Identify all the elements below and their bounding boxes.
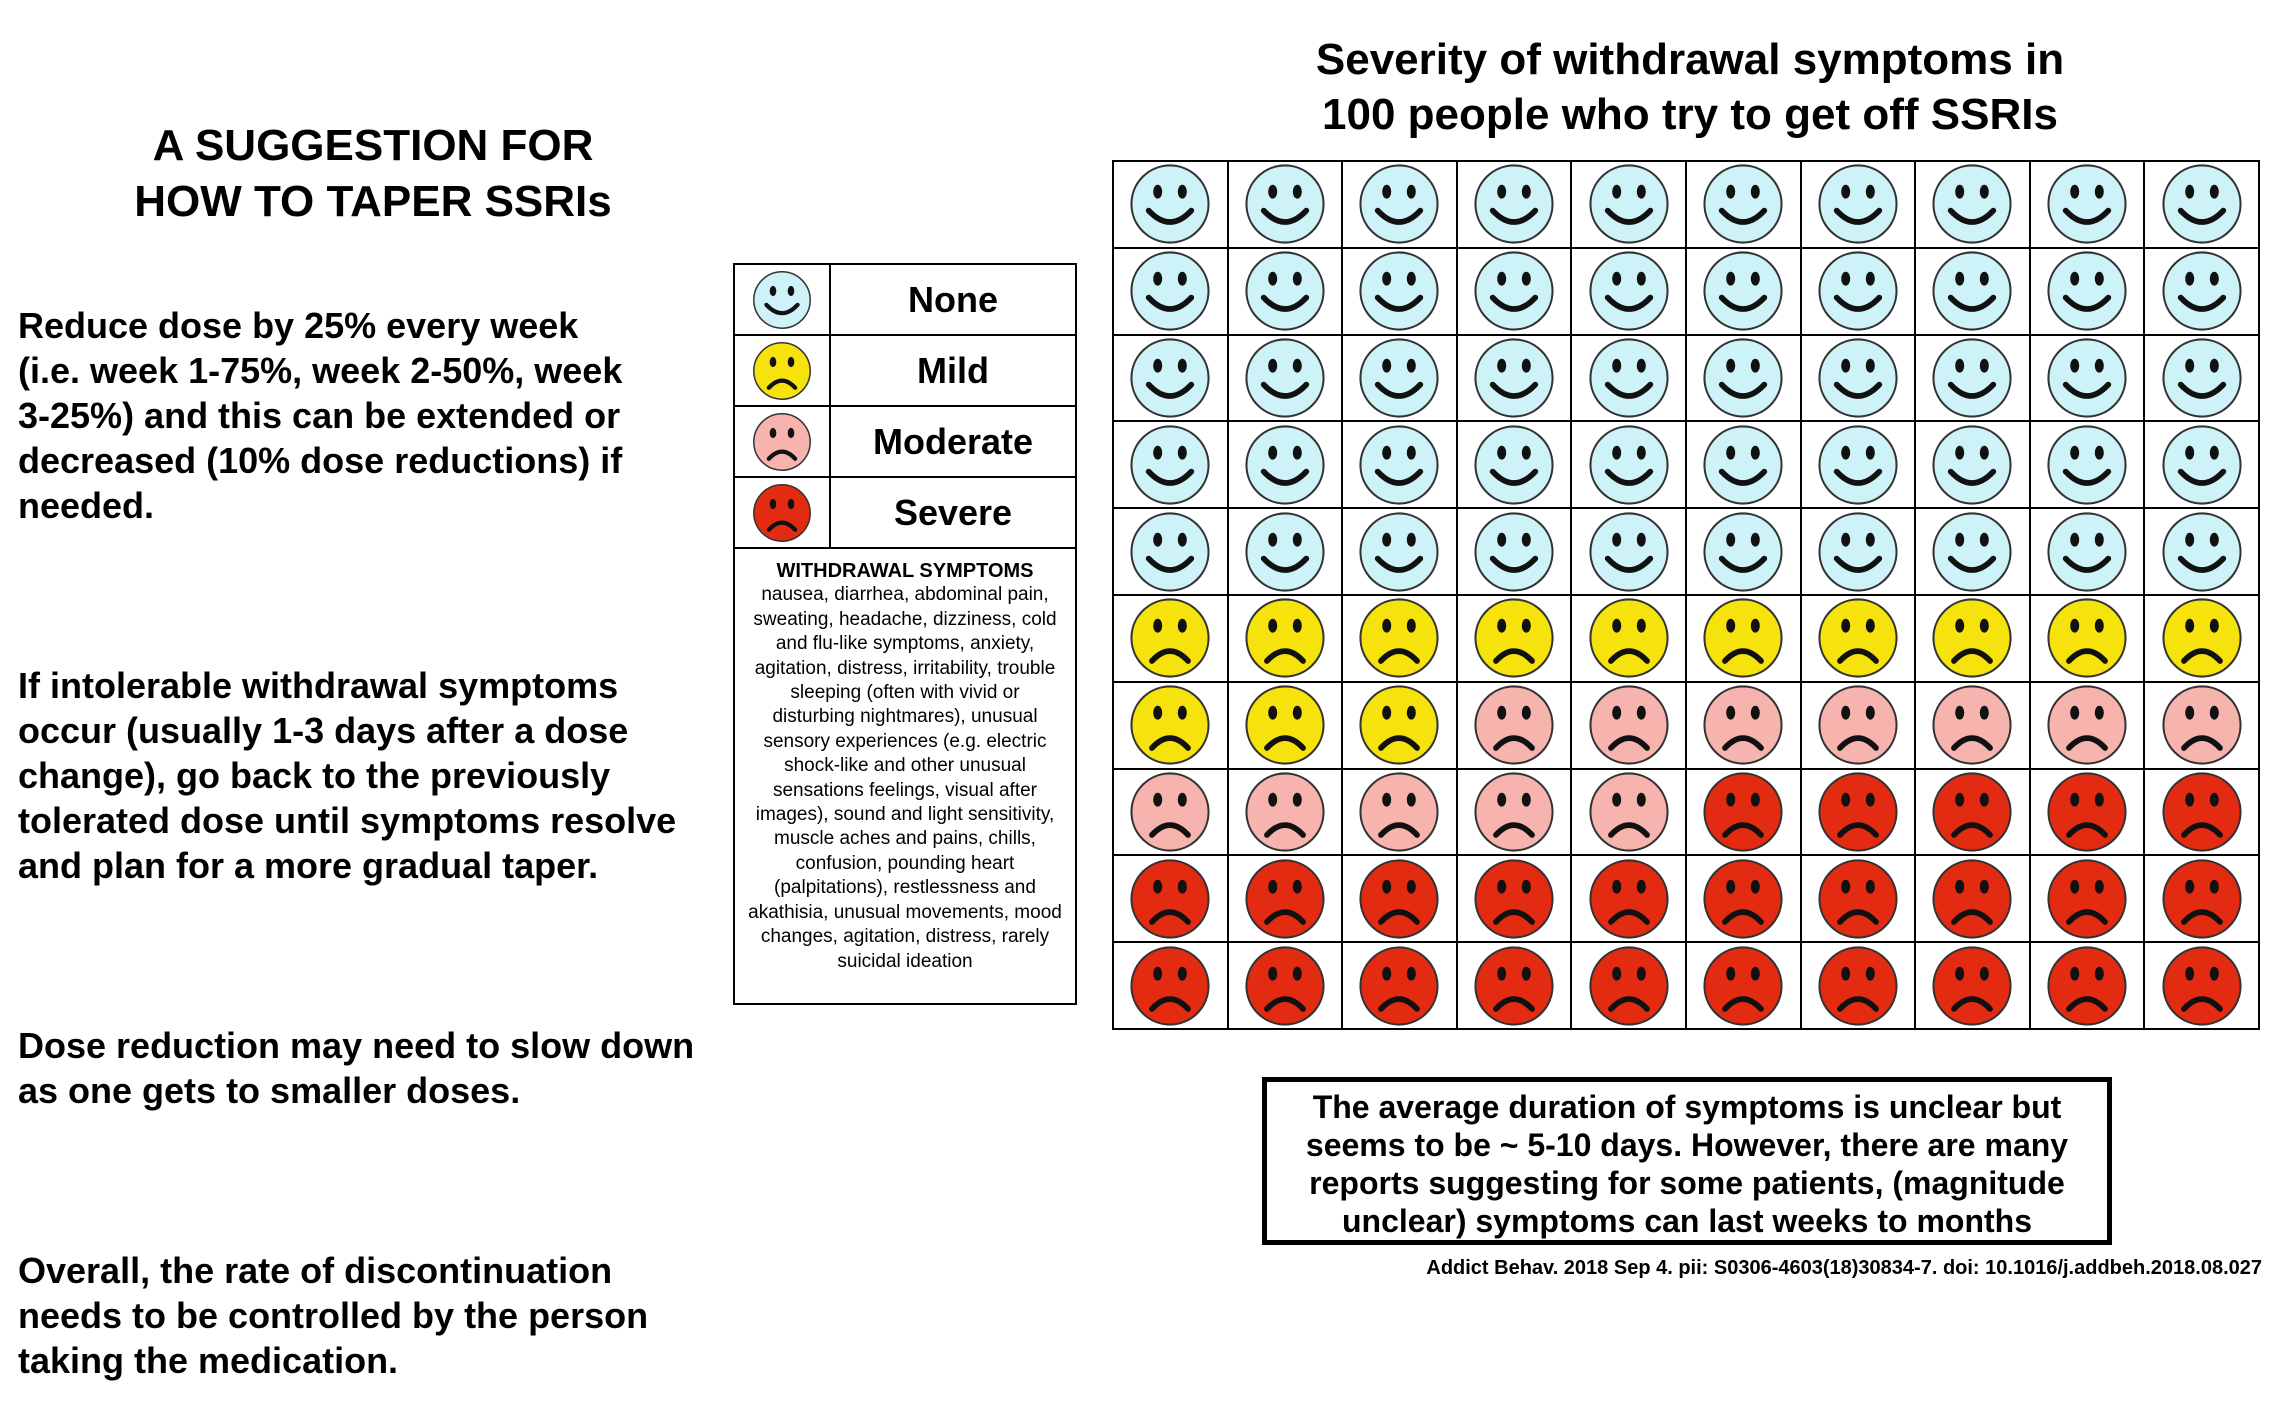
- smile-icon: [1129, 337, 1211, 419]
- frown-icon: [1702, 771, 1784, 853]
- grid-cell: [2031, 249, 2146, 336]
- grid-cell: [1687, 770, 1802, 857]
- grid-cell: [1114, 336, 1229, 423]
- grid-cell: [2031, 943, 2146, 1030]
- frown-icon: [1244, 858, 1326, 940]
- grid-cell: [1114, 162, 1229, 249]
- frown-icon: [2046, 771, 2128, 853]
- frown-icon: [1817, 597, 1899, 679]
- smile-icon: [1702, 337, 1784, 419]
- frown-icon: [1129, 684, 1211, 766]
- grid-cell: [1802, 856, 1917, 943]
- grid-cell: [1229, 596, 1344, 683]
- frown-icon: [1931, 684, 2013, 766]
- grid-cell: [1458, 770, 1573, 857]
- grid-cell: [1687, 856, 1802, 943]
- grid-cell: [1916, 596, 2031, 683]
- frown-icon: [1817, 684, 1899, 766]
- instruction-paragraph: Dose reduction may need to slow down as one gets to smaller doses.: [18, 1025, 695, 1111]
- grid-cell: [1687, 596, 1802, 683]
- grid-cell: [1458, 336, 1573, 423]
- smile-icon: [2161, 337, 2243, 419]
- smile-icon: [1129, 250, 1211, 332]
- frown-icon: [1129, 858, 1211, 940]
- grid-cell: [1802, 770, 1917, 857]
- smile-icon: [2161, 163, 2243, 245]
- grid-cell: [2031, 509, 2146, 596]
- legend-row-severe: [735, 478, 1075, 549]
- smile-icon: [1358, 163, 1440, 245]
- frown-icon: [1244, 684, 1326, 766]
- smile-icon: [1244, 163, 1326, 245]
- grid-cell: [1114, 249, 1229, 336]
- frown-icon: [1702, 945, 1784, 1027]
- smile-icon: [1931, 163, 2013, 245]
- legend-label: Moderate: [872, 420, 1034, 462]
- grid-cell: [1458, 422, 1573, 509]
- grid-cell: [1343, 336, 1458, 423]
- grid-cell: [2145, 422, 2260, 509]
- severity-legend: [733, 263, 1077, 1005]
- grid-cell: [1114, 509, 1229, 596]
- grid-cell: [1802, 422, 1917, 509]
- grid-cell: [2031, 770, 2146, 857]
- grid-cell: [1687, 683, 1802, 770]
- smile-icon: [2161, 250, 2243, 332]
- smile-icon: [1473, 337, 1555, 419]
- grid-cell: [1458, 249, 1573, 336]
- smile-icon: [1931, 511, 2013, 593]
- smile-icon: [1244, 511, 1326, 593]
- frown-icon: [1931, 945, 2013, 1027]
- grid-cell: [1916, 943, 2031, 1030]
- smile-icon: [1588, 511, 1670, 593]
- smile-icon: [752, 270, 812, 330]
- smile-icon: [1702, 424, 1784, 506]
- grid-cell: [1229, 683, 1344, 770]
- smile-icon: [1817, 163, 1899, 245]
- legend-label: Severe: [893, 491, 1013, 533]
- grid-cell: [1229, 249, 1344, 336]
- grid-cell: [1687, 943, 1802, 1030]
- frown-icon: [1588, 945, 1670, 1027]
- smile-icon: [1817, 337, 1899, 419]
- frown-icon: [1588, 597, 1670, 679]
- grid-cell: [1572, 336, 1687, 423]
- grid-cell: [2031, 856, 2146, 943]
- frown-icon: [2161, 945, 2243, 1027]
- smile-icon: [2161, 424, 2243, 506]
- frown-icon: [1702, 684, 1784, 766]
- frown-icon: [1473, 597, 1555, 679]
- grid-cell: [2145, 770, 2260, 857]
- frown-icon: [1473, 771, 1555, 853]
- smile-icon: [1473, 250, 1555, 332]
- grid-cell: [2145, 943, 2260, 1030]
- frown-icon: [2161, 858, 2243, 940]
- frown-icon: [752, 483, 812, 543]
- icon-array-grid: [1112, 160, 2260, 1030]
- frown-icon: [1129, 945, 1211, 1027]
- frown-icon: [2161, 771, 2243, 853]
- grid-cell: [1114, 943, 1229, 1030]
- frown-icon: [1588, 858, 1670, 940]
- smile-icon: [1244, 250, 1326, 332]
- grid-cell: [1916, 162, 2031, 249]
- grid-cell: [1802, 336, 1917, 423]
- grid-cell: [1343, 770, 1458, 857]
- grid-cell: [1343, 856, 1458, 943]
- grid-cell: [1802, 596, 1917, 683]
- frown-icon: [1817, 945, 1899, 1027]
- grid-cell: [2145, 683, 2260, 770]
- smile-icon: [1244, 337, 1326, 419]
- grid-cell: [1229, 509, 1344, 596]
- smile-icon: [1817, 250, 1899, 332]
- grid-cell: [1802, 509, 1917, 596]
- grid-cell: [1916, 856, 2031, 943]
- frown-icon: [1588, 771, 1670, 853]
- grid-cell: [2145, 249, 2260, 336]
- grid-cell: [1802, 249, 1917, 336]
- citation: Addict Behav. 2018 Sep 4. pii: S0306-4603(18)30834-7. doi: 10.1016/j.addbeh.2018.08.027: [1426, 1257, 2262, 1279]
- grid-cell: [1916, 509, 2031, 596]
- grid-cell: [1916, 683, 2031, 770]
- grid-cell: [1458, 509, 1573, 596]
- grid-cell: [1343, 249, 1458, 336]
- frown-icon: [1129, 771, 1211, 853]
- frown-icon: [1244, 945, 1326, 1027]
- grid-cell: [1572, 683, 1687, 770]
- grid-cell: [1229, 770, 1344, 857]
- smile-icon: [1702, 163, 1784, 245]
- grid-cell: [1343, 162, 1458, 249]
- withdrawal-symptoms-box: [735, 549, 1075, 974]
- smile-icon: [2046, 250, 2128, 332]
- frown-icon: [1244, 771, 1326, 853]
- grid-cell: [1458, 943, 1573, 1030]
- legend-icon-cell: [735, 478, 831, 547]
- grid-cell: [1687, 422, 1802, 509]
- grid-cell: [1572, 422, 1687, 509]
- grid-cell: [1458, 162, 1573, 249]
- grid-cell: [1343, 683, 1458, 770]
- smile-icon: [1702, 250, 1784, 332]
- smile-icon: [1931, 337, 2013, 419]
- taper-suggestion-title: A SUGGESTION FOR HOW TO TAPER SSRIs: [134, 121, 612, 226]
- grid-cell: [1916, 770, 2031, 857]
- grid-cell: [2031, 336, 2146, 423]
- grid-cell: [2145, 856, 2260, 943]
- frown-icon: [1702, 597, 1784, 679]
- legend-label: Mild: [917, 349, 989, 391]
- grid-cell: [1114, 770, 1229, 857]
- grid-cell: [1458, 856, 1573, 943]
- smile-icon: [1129, 511, 1211, 593]
- grid-cell: [1802, 162, 1917, 249]
- grid-cell: [1687, 162, 1802, 249]
- grid-cell: [1687, 509, 1802, 596]
- grid-cell: [1229, 856, 1344, 943]
- grid-cell: [1687, 249, 1802, 336]
- frown-icon: [2046, 945, 2128, 1027]
- grid-cell: [1229, 162, 1344, 249]
- grid-cell: [1114, 683, 1229, 770]
- instruction-paragraph: If intolerable withdrawal symptoms occur (usually 1-3 days after a dose change), go back to the previously tolerated dose until symptoms resolve and plan for a more gradual taper.: [18, 665, 677, 886]
- grid-cell: [2031, 683, 2146, 770]
- legend-label: None: [908, 278, 998, 320]
- grid-cell: [2031, 422, 2146, 509]
- taper-instructions: [18, 258, 718, 1428]
- frown-icon: [1817, 858, 1899, 940]
- frown-icon: [1244, 597, 1326, 679]
- smile-icon: [1931, 424, 2013, 506]
- smile-icon: [1588, 337, 1670, 419]
- instruction-paragraph: Overall, the rate of discontinuation needs to be controlled by the person taking the medication.: [18, 1250, 649, 1381]
- smile-icon: [1817, 511, 1899, 593]
- grid-cell: [1572, 162, 1687, 249]
- smile-icon: [1817, 424, 1899, 506]
- smile-icon: [1358, 250, 1440, 332]
- smile-icon: [1588, 163, 1670, 245]
- frown-icon: [752, 412, 812, 472]
- smile-icon: [1473, 511, 1555, 593]
- grid-cell: [2145, 509, 2260, 596]
- instruction-paragraph: Reduce dose by 25% every week (i.e. week 1-75%, week 2-50%, week 3-25%) and this can be extended or decreased (10% dose reductions) if needed.: [18, 305, 623, 526]
- grid-cell: [1114, 596, 1229, 683]
- grid-cell: [1229, 336, 1344, 423]
- smile-icon: [1358, 337, 1440, 419]
- chart-title: Severity of withdrawal symptoms in 100 people who try to get off SSRIs: [1315, 35, 2065, 139]
- frown-icon: [1358, 858, 1440, 940]
- legend-icon-cell: [735, 336, 831, 405]
- smile-icon: [2046, 511, 2128, 593]
- frown-icon: [2046, 597, 2128, 679]
- grid-cell: [1572, 596, 1687, 683]
- smile-icon: [1358, 424, 1440, 506]
- grid-cell: [1343, 596, 1458, 683]
- frown-icon: [752, 341, 812, 401]
- withdrawal-symptoms-list: nausea, diarrhea, abdominal pain, sweating, headache, dizziness, cold and flu-like symptoms, anxiety, agitation, distress, irritability, trouble sleeping (often with vivid or disturbing nightmares), unusual sensory experiences (e.g. electric shock-like and other unusual sensations feelings, visual after images), sound and light sensitivity, muscle aches and pains, chills, confusion, pounding heart (palpitations), restlessness and akathisia, unusual movements, mood changes, agitation, distress, rarely suicidal ideation: [748, 584, 1062, 972]
- smile-icon: [2046, 163, 2128, 245]
- frown-icon: [1129, 597, 1211, 679]
- frown-icon: [1473, 858, 1555, 940]
- frown-icon: [1931, 597, 2013, 679]
- duration-note: The average duration of symptoms is unclear but seems to be ~ 5-10 days. However, there are many reports suggesting for some patients, (magnitude unclear) symptoms can last weeks to months: [1262, 1077, 2112, 1245]
- frown-icon: [1817, 771, 1899, 853]
- smile-icon: [2046, 424, 2128, 506]
- frown-icon: [1931, 858, 2013, 940]
- smile-icon: [1473, 163, 1555, 245]
- frown-icon: [1931, 771, 2013, 853]
- frown-icon: [1473, 945, 1555, 1027]
- grid-cell: [1802, 683, 1917, 770]
- grid-cell: [2145, 162, 2260, 249]
- grid-cell: [1916, 422, 2031, 509]
- grid-cell: [1687, 336, 1802, 423]
- smile-icon: [1244, 424, 1326, 506]
- grid-cell: [1458, 596, 1573, 683]
- frown-icon: [1473, 684, 1555, 766]
- smile-icon: [2161, 511, 2243, 593]
- smile-icon: [1358, 511, 1440, 593]
- smile-icon: [2046, 337, 2128, 419]
- legend-row-mild: [735, 336, 1075, 407]
- grid-cell: [2145, 336, 2260, 423]
- frown-icon: [2046, 858, 2128, 940]
- smile-icon: [1931, 250, 2013, 332]
- frown-icon: [1358, 597, 1440, 679]
- frown-icon: [1588, 684, 1670, 766]
- smile-icon: [1129, 424, 1211, 506]
- smile-icon: [1473, 424, 1555, 506]
- frown-icon: [2161, 597, 2243, 679]
- grid-cell: [2031, 596, 2146, 683]
- grid-cell: [1229, 943, 1344, 1030]
- legend-row-moderate: [735, 407, 1075, 478]
- grid-cell: [1114, 422, 1229, 509]
- grid-cell: [1343, 422, 1458, 509]
- grid-cell: [1114, 856, 1229, 943]
- grid-cell: [1916, 336, 2031, 423]
- frown-icon: [1358, 945, 1440, 1027]
- grid-cell: [1343, 943, 1458, 1030]
- smile-icon: [1588, 424, 1670, 506]
- grid-cell: [1229, 422, 1344, 509]
- frown-icon: [1702, 858, 1784, 940]
- smile-icon: [1129, 163, 1211, 245]
- grid-cell: [2145, 596, 2260, 683]
- withdrawal-symptoms-heading: WITHDRAWAL SYMPTOMS: [776, 560, 1034, 582]
- grid-cell: [1572, 509, 1687, 596]
- grid-cell: [2031, 162, 2146, 249]
- legend-icon-cell: [735, 407, 831, 476]
- frown-icon: [2046, 684, 2128, 766]
- frown-icon: [1358, 684, 1440, 766]
- grid-cell: [1802, 943, 1917, 1030]
- legend-icon-cell: [735, 265, 831, 334]
- legend-row-none: [735, 265, 1075, 336]
- smile-icon: [1702, 511, 1784, 593]
- grid-cell: [1458, 683, 1573, 770]
- grid-cell: [1572, 770, 1687, 857]
- grid-cell: [1916, 249, 2031, 336]
- grid-cell: [1572, 943, 1687, 1030]
- grid-cell: [1572, 856, 1687, 943]
- frown-icon: [1358, 771, 1440, 853]
- grid-cell: [1572, 249, 1687, 336]
- grid-cell: [1343, 509, 1458, 596]
- frown-icon: [2161, 684, 2243, 766]
- smile-icon: [1588, 250, 1670, 332]
